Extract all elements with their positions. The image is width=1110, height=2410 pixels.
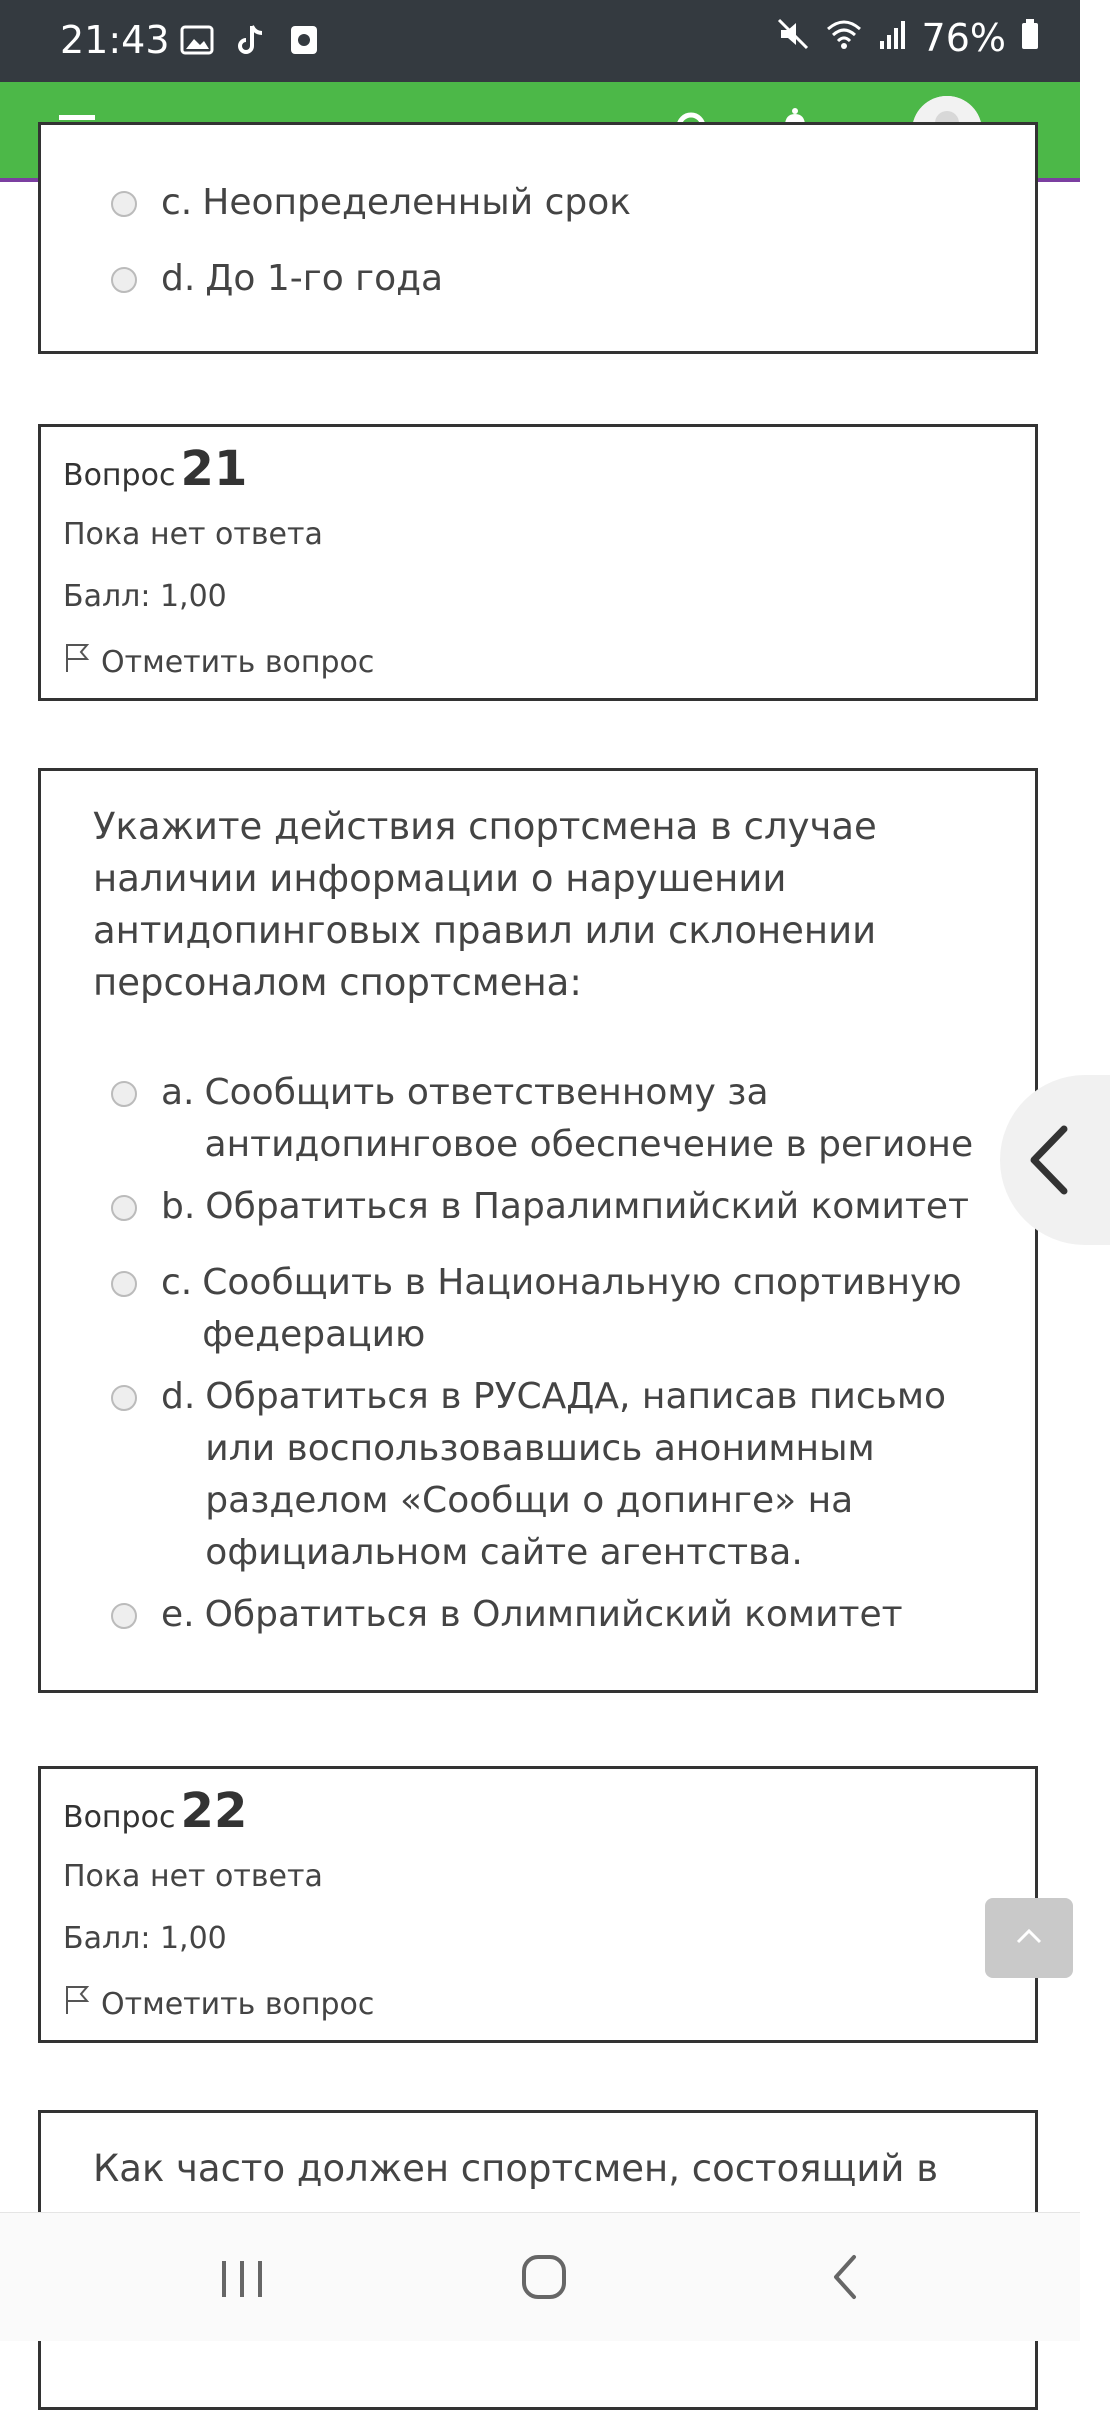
radio-button[interactable] bbox=[111, 267, 137, 293]
battery-text: 76% bbox=[921, 16, 1006, 60]
mute-icon bbox=[776, 16, 810, 60]
question-status: Пока нет ответа bbox=[63, 1859, 323, 1894]
radio-button[interactable] bbox=[111, 1385, 137, 1411]
chevron-up-icon bbox=[1015, 1926, 1043, 1950]
option-c[interactable]: c. Неопределенный срок bbox=[111, 177, 631, 229]
flag-question-link[interactable]: Отметить вопрос bbox=[63, 1984, 374, 2024]
question-text: Как часто должен спортсмен, состоящий в bbox=[93, 2147, 939, 2190]
question-status: Пока нет ответа bbox=[63, 517, 323, 552]
option-b[interactable]: b. Обратиться в Паралимпийский комитет bbox=[111, 1181, 969, 1233]
chevron-left-icon bbox=[1026, 1125, 1072, 1199]
option-c[interactable]: c. Сообщить в Национальную спортивную федерацию bbox=[111, 1257, 962, 1361]
question-info-22 bbox=[38, 1766, 1038, 2043]
battery-icon bbox=[1020, 16, 1040, 60]
status-bar bbox=[0, 0, 1080, 82]
answer-box-prev bbox=[38, 122, 1038, 354]
question-number: Вопрос 21 bbox=[63, 441, 248, 497]
question-score: Балл: 1,00 bbox=[63, 579, 227, 614]
signal-icon bbox=[878, 16, 908, 60]
image-icon bbox=[180, 22, 214, 66]
recent-apps-icon[interactable] bbox=[220, 2259, 264, 2303]
back-to-top-button[interactable] bbox=[985, 1898, 1073, 1978]
screen-record-icon bbox=[288, 22, 320, 66]
question-content-21 bbox=[38, 768, 1038, 1693]
tiktok-icon bbox=[236, 22, 266, 66]
option-e[interactable]: e. Обратиться в Олимпийский комитет bbox=[111, 1589, 903, 1641]
option-d[interactable]: d. До 1-го года bbox=[111, 253, 443, 305]
wifi-icon bbox=[824, 16, 864, 60]
quiz-content bbox=[0, 182, 1080, 2212]
radio-button[interactable] bbox=[111, 191, 137, 217]
question-number: Вопрос 22 bbox=[63, 1783, 248, 1839]
option-a[interactable]: a. Сообщить ответственному за антидопинговое обеспечение в регионе bbox=[111, 1067, 973, 1171]
radio-button[interactable] bbox=[111, 1081, 137, 1107]
home-icon[interactable] bbox=[520, 2253, 568, 2305]
flag-icon bbox=[63, 642, 91, 682]
radio-button[interactable] bbox=[111, 1271, 137, 1297]
system-navbar bbox=[0, 2212, 1080, 2341]
radio-button[interactable] bbox=[111, 1603, 137, 1629]
question-score: Балл: 1,00 bbox=[63, 1921, 227, 1956]
question-text: Укажите действия спортсмена в случае наличии информации о нарушении антидопинговых правил или склонении персоналом спортсмена: bbox=[93, 805, 877, 1004]
flag-question-link[interactable]: Отметить вопрос bbox=[63, 642, 374, 682]
radio-button[interactable] bbox=[111, 1195, 137, 1221]
flag-icon bbox=[63, 1984, 91, 2024]
question-info-21 bbox=[38, 424, 1038, 701]
status-time: 21:43 bbox=[60, 18, 170, 62]
back-icon[interactable] bbox=[830, 2253, 860, 2305]
option-d[interactable]: d. Обратиться в РУСАДА, написав письмо или воспользовавшись анонимным разделом «Сообщи о допинге» на официальном сайте агентства. bbox=[111, 1371, 946, 1579]
